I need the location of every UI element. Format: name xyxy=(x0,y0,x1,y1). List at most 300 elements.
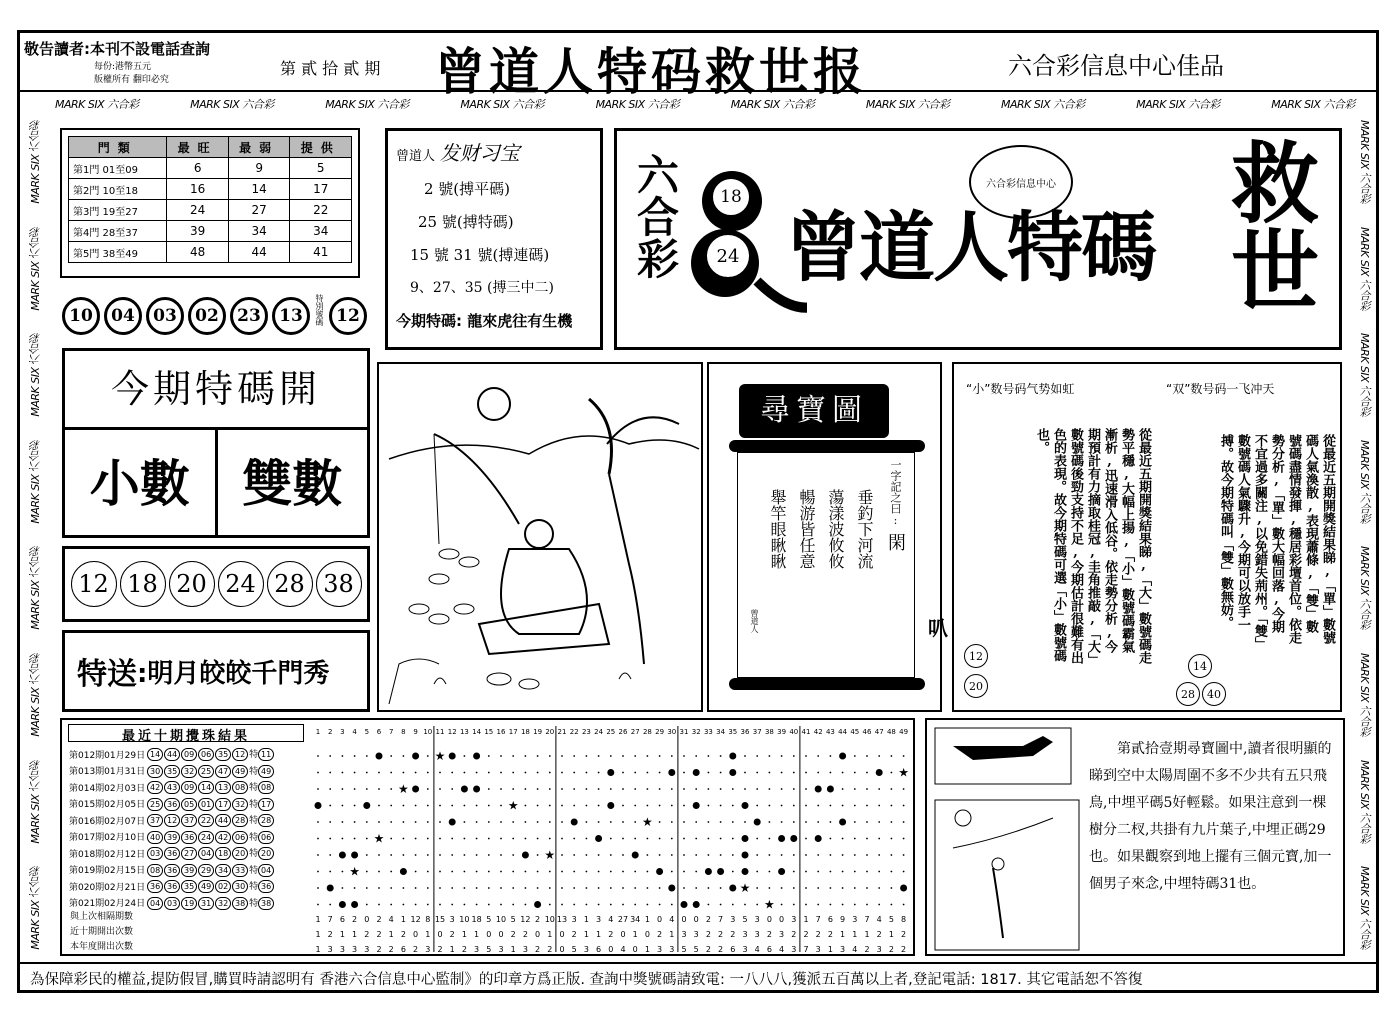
grid-dot xyxy=(549,788,551,790)
grid-dot xyxy=(342,838,344,840)
door-cell: 24 xyxy=(167,200,229,221)
grid-number-header: 47 xyxy=(874,728,884,736)
stat-value: 2 xyxy=(535,915,541,924)
stat-value: 1 xyxy=(644,915,650,924)
stat-value: 2 xyxy=(376,945,382,954)
stat-value: 5 xyxy=(486,945,492,954)
result-ball: 03 xyxy=(147,847,163,860)
marksix-logo: MARK SIX 六合彩 xyxy=(29,546,42,631)
grid-dot xyxy=(830,887,832,889)
grid-dot xyxy=(488,887,490,889)
grid-number-header: 41 xyxy=(801,728,811,736)
result-ball: 02 xyxy=(215,880,231,893)
door-label: 第3門 19至27 xyxy=(69,200,167,221)
grid-dot xyxy=(390,805,392,807)
grid-dot xyxy=(427,887,429,889)
grid-dot xyxy=(634,887,636,889)
grid-dot xyxy=(891,887,893,889)
stat-value: 5 xyxy=(681,945,687,954)
result-ball: 36 xyxy=(164,847,180,860)
grid-dot xyxy=(329,755,331,757)
result-ball: 25 xyxy=(147,798,163,811)
grid-dot xyxy=(500,805,502,807)
grid-dot xyxy=(842,871,844,873)
stat-value: 2 xyxy=(547,945,553,954)
grid-dot xyxy=(878,871,880,873)
grid-dot xyxy=(427,788,429,790)
grid-hit-dot xyxy=(815,835,822,842)
stat-value: 0 xyxy=(620,930,626,939)
result-row xyxy=(68,796,276,813)
grid-dot xyxy=(854,755,856,757)
result-ball: 39 xyxy=(181,864,197,877)
analysis-head-left: “小”数号码气势如虹 xyxy=(966,382,1075,396)
grid-hit-dot xyxy=(729,885,736,892)
lucky-balls-row xyxy=(62,292,380,340)
marksix-logo: MARK SIX 六合彩 xyxy=(595,98,680,111)
stat-value: 10 xyxy=(459,915,470,924)
grid-hit-dot xyxy=(681,901,688,908)
marksix-logo: MARK SIX 六合彩 xyxy=(29,333,42,417)
grid-dot xyxy=(488,772,490,774)
grid-dot xyxy=(683,838,685,840)
grid-dot xyxy=(451,788,453,790)
grid-dot xyxy=(342,871,344,873)
grid-dot xyxy=(854,887,856,889)
stat-value: 5 xyxy=(571,945,577,954)
result-ball: 29 xyxy=(198,864,214,877)
grid-dot xyxy=(342,755,344,757)
grid-dot xyxy=(500,887,502,889)
stat-value: 3 xyxy=(681,930,687,939)
grid-dot xyxy=(317,904,319,906)
grid-dot xyxy=(732,821,734,823)
analysis-ball: 20 xyxy=(964,674,988,698)
grid-dot xyxy=(793,772,795,774)
stat-value: 4 xyxy=(779,945,785,954)
grid-dot xyxy=(671,821,673,823)
grid-hit-dot xyxy=(754,819,761,826)
grid-dot xyxy=(451,854,453,856)
grid-dot xyxy=(390,838,392,840)
grid-dot xyxy=(732,805,734,807)
marksix-logo: MARK SIX 六合彩 xyxy=(1358,120,1371,204)
grid-hit-dot xyxy=(778,868,785,875)
last-issue-box xyxy=(925,718,1345,956)
analysis-ball: 14 xyxy=(1188,654,1212,678)
grid-dot xyxy=(671,871,673,873)
stat-value: 0 xyxy=(779,915,785,924)
grid-dot xyxy=(622,871,624,873)
grid-dot xyxy=(378,904,380,906)
grid-dot xyxy=(500,838,502,840)
grid-dot xyxy=(708,788,710,790)
stat-value: 2 xyxy=(571,930,577,939)
grid-dot xyxy=(512,854,514,856)
grid-dot xyxy=(317,755,319,757)
stat-value: 7 xyxy=(815,915,821,924)
result-date: 第020期02月21日 xyxy=(69,882,146,893)
marksix-logo: MARK SIX 六合彩 xyxy=(1358,226,1371,311)
stat-value: 1 xyxy=(339,930,345,939)
grid-dot xyxy=(512,871,514,873)
grid-dot xyxy=(378,854,380,856)
grid-dot xyxy=(573,887,575,889)
grid-dot xyxy=(671,805,673,807)
marksix-logo: MARK SIX 六合彩 xyxy=(1358,546,1371,631)
grid-dot xyxy=(525,871,527,873)
result-date: 第015期02月05日 xyxy=(69,800,146,811)
stat-value: 12 xyxy=(410,915,421,924)
grid-dot xyxy=(622,854,624,856)
grid-dot xyxy=(708,805,710,807)
grid-hit-dot xyxy=(668,885,675,892)
grid-dot xyxy=(488,854,490,856)
grid-dot xyxy=(537,871,539,873)
grid-dot xyxy=(817,904,819,906)
results-table xyxy=(68,746,276,911)
grid-dot xyxy=(525,772,527,774)
grid-dot xyxy=(439,821,441,823)
stat-value: 1 xyxy=(852,930,858,939)
result-ball: 32 xyxy=(181,765,197,778)
grid-dot xyxy=(891,805,893,807)
door-table-box xyxy=(60,128,360,278)
result-ball: 36 xyxy=(147,880,163,893)
stat-value: 3 xyxy=(352,945,358,954)
stat-value: 7 xyxy=(803,945,809,954)
grid-hit-dot xyxy=(315,802,322,809)
result-ball: 25 xyxy=(198,765,214,778)
grid-dot xyxy=(342,887,344,889)
result-date: 第013期01月31日 xyxy=(69,767,146,778)
marksix-logo: MARK SIX 六合彩 xyxy=(1358,439,1371,524)
grid-dot xyxy=(488,805,490,807)
grid-dot xyxy=(537,854,539,856)
grid-special-star: ★ xyxy=(739,881,751,895)
stat-value: 3 xyxy=(339,945,345,954)
door-cell: 17 xyxy=(290,179,352,200)
door-label: 第5門 38至49 xyxy=(69,242,167,263)
open-heading: 今期特碼開 xyxy=(65,351,367,430)
door-header: 提供 xyxy=(290,137,352,158)
grid-dot xyxy=(476,854,478,856)
result-date: 第017期02月10日 xyxy=(69,833,146,844)
result-ball: 40 xyxy=(147,831,163,844)
grid-dot xyxy=(793,887,795,889)
stat-value: 1 xyxy=(388,930,394,939)
result-balls xyxy=(146,829,276,846)
grid-dot xyxy=(561,821,563,823)
stat-value: 0 xyxy=(498,930,504,939)
grid-number-header: 46 xyxy=(862,728,872,736)
stat-value: 3 xyxy=(327,945,333,954)
grid-dot xyxy=(427,821,429,823)
grid-dot xyxy=(854,788,856,790)
grid-dot xyxy=(708,904,710,906)
stat-value: 1 xyxy=(583,930,589,939)
stat-value: 9 xyxy=(840,915,846,924)
grid-dot xyxy=(769,755,771,757)
grid-dot xyxy=(805,772,807,774)
scroll-line: 垂釣下河流 xyxy=(855,489,874,569)
grid-dot xyxy=(805,805,807,807)
grid-dot xyxy=(866,854,868,856)
stat-value: 6 xyxy=(400,945,406,954)
analysis-left-text: 從最近五期開獎結果睇,「大」數號碼走勢平穩,大幅上揚,「小」數號碼霸氣漸析,迅速滑入低谷。依走勢分析,今期預計有力摘取桂冠,圭角推敲,「大」數號碼後勁支持不足,今期估計很難有出色的表現。故今期特碼可選「小」數號碼也。 xyxy=(1034,428,1151,664)
grid-dot xyxy=(878,904,880,906)
grid-dot xyxy=(378,821,380,823)
grid-dot xyxy=(586,788,588,790)
grid-dot xyxy=(573,788,575,790)
last-issue-illustration-icon xyxy=(933,798,1081,952)
grid-hit-dot xyxy=(571,819,578,826)
grid-dot xyxy=(891,772,893,774)
grid-dot xyxy=(378,772,380,774)
grid-dot xyxy=(610,755,612,757)
grid-dot xyxy=(647,755,649,757)
grid-dot xyxy=(476,805,478,807)
result-ball: 35 xyxy=(215,748,231,761)
logo-side-text: 六合彩 xyxy=(631,153,680,279)
grid-hit-dot xyxy=(656,868,663,875)
stat-value: 1 xyxy=(827,945,833,954)
stat-value: 2 xyxy=(718,930,724,939)
grid-dot xyxy=(549,904,551,906)
stat-value: 3 xyxy=(815,945,821,954)
grid-dot xyxy=(903,805,905,807)
result-ball: 43 xyxy=(164,781,180,794)
grid-dot xyxy=(622,821,624,823)
grid-number-header: 35 xyxy=(728,728,738,736)
grid-dot xyxy=(805,904,807,906)
stat-value: 3 xyxy=(791,915,797,924)
grid-dot xyxy=(817,821,819,823)
marksix-logo: MARK SIX 六合彩 xyxy=(29,866,42,950)
stat-value: 5 xyxy=(510,915,516,924)
last-issue-text: 第貳拾壹期尋寶圖中,讀者很明顯的睇到空中太陽周圍不多不少共有五只飛鳥,中埋平碼5好輕鬆。如果注意到一棵樹分二杈,共掛有九片葉子,中埋正碼29也。如果觀察到地上擺有三個元寶,加一個男子來念,中埋特碼31也。 xyxy=(1089,741,1332,892)
grid-dot xyxy=(512,838,514,840)
stat-value: 3 xyxy=(522,945,528,954)
grid-dot xyxy=(464,871,466,873)
result-special-ball: 38 xyxy=(258,897,274,910)
grid-dot xyxy=(793,854,795,856)
grid-dot xyxy=(464,821,466,823)
grid-dot xyxy=(329,805,331,807)
stat-value: 13 xyxy=(556,915,568,924)
grid-dot xyxy=(866,755,868,757)
stat-value: 4 xyxy=(388,915,394,924)
grid-dot xyxy=(769,854,771,856)
grid-dot xyxy=(708,887,710,889)
grid-dot xyxy=(342,821,344,823)
grid-number-header: 25 xyxy=(606,728,616,736)
special-marker: 特 xyxy=(249,783,259,794)
grid-dot xyxy=(476,904,478,906)
grid-dot xyxy=(561,755,563,757)
grid-dot xyxy=(561,788,563,790)
grid-dot xyxy=(744,788,746,790)
grid-dot xyxy=(317,887,319,889)
grid-dot xyxy=(781,887,783,889)
logo-main-text: 曾道人特碼 xyxy=(785,203,1155,292)
stat-value: 2 xyxy=(718,945,724,954)
grid-dot xyxy=(427,838,429,840)
grid-dot xyxy=(830,838,832,840)
grid-dot xyxy=(537,838,539,840)
result-ball: 38 xyxy=(232,897,248,910)
grid-dot xyxy=(683,772,685,774)
grid-dot xyxy=(781,788,783,790)
result-balls xyxy=(146,746,276,763)
stat-value: 3 xyxy=(791,945,797,954)
stat-value: 3 xyxy=(596,915,602,924)
grid-dot xyxy=(549,887,551,889)
grid-dot xyxy=(476,887,478,889)
grid-dot xyxy=(830,772,832,774)
marksix-logo: MARK SIX 六合彩 xyxy=(1271,98,1355,111)
stat-value: 2 xyxy=(400,930,406,939)
grid-dot xyxy=(732,838,734,840)
gift-label: 特送 xyxy=(77,657,137,692)
grid-dot xyxy=(329,772,331,774)
grid-dot xyxy=(659,904,661,906)
stat-value: 2 xyxy=(901,945,907,954)
door-cell: 6 xyxy=(167,158,229,179)
grid-dot xyxy=(366,821,368,823)
grid-number-header: 48 xyxy=(886,728,896,736)
grid-dot xyxy=(781,805,783,807)
grid-number-header: 42 xyxy=(813,728,823,736)
grid-dot xyxy=(695,838,697,840)
grid-dot xyxy=(756,887,758,889)
scroll-sign: 曾道人 xyxy=(750,609,759,633)
grid-number-header: 4 xyxy=(352,728,357,736)
grid-dot xyxy=(793,788,795,790)
result-balls xyxy=(146,812,276,829)
grid-dot xyxy=(708,821,710,823)
analysis-mark: 叭 xyxy=(928,616,948,640)
grid-dot xyxy=(573,805,575,807)
grid-dot xyxy=(366,871,368,873)
grid-number-header: 39 xyxy=(777,728,787,736)
grid-dot xyxy=(793,904,795,906)
grid-number-header: 23 xyxy=(581,728,591,736)
grid-dot xyxy=(329,788,331,790)
stat-value: 0 xyxy=(559,930,565,939)
stat-value: 3 xyxy=(583,945,589,954)
grid-dot xyxy=(512,788,514,790)
grid-hit-dot xyxy=(632,852,639,859)
grid-hit-dot xyxy=(363,802,370,809)
stat-value: 3 xyxy=(498,945,504,954)
logo-ball: 24 xyxy=(705,233,751,279)
grid-number-header: 22 xyxy=(569,728,579,736)
grid-dot xyxy=(866,887,868,889)
result-ball: 27 xyxy=(181,847,197,860)
stat-value: 2 xyxy=(864,945,870,954)
door-cell: 14 xyxy=(228,179,290,200)
stat-value: 2 xyxy=(388,945,394,954)
stat-value: 2 xyxy=(730,930,736,939)
grid-number-header: 38 xyxy=(764,728,774,736)
result-ball: 08 xyxy=(147,864,163,877)
result-ball: 14 xyxy=(147,748,163,761)
marksix-logo: MARK SIX 六合彩 xyxy=(730,98,815,111)
grid-dot xyxy=(549,821,551,823)
grid-dot xyxy=(610,871,612,873)
grid-dot xyxy=(561,871,563,873)
grid-dot xyxy=(586,854,588,856)
grid-dot xyxy=(451,805,453,807)
grid-dot xyxy=(903,838,905,840)
stat-value: 3 xyxy=(693,930,699,939)
door-cell: 34 xyxy=(290,221,352,242)
grid-dot xyxy=(317,838,319,840)
result-ball: 34 xyxy=(215,864,231,877)
grid-dot xyxy=(866,788,868,790)
stat-value: 1 xyxy=(644,945,650,954)
grid-dot xyxy=(817,805,819,807)
analysis-right-text: 從最近五期開獎結果睇,「單」數號碼人氣渙散,表現蕭條,「雙」數號碼盡情發揮,穩居彩壇首位。依走勢分析,「單」數大幅回落,今期不宜過多關注,以免錯失荊州。「雙」數號碼人氣驟升,今期可以放手一搏。故今期特碼叫「雙」數無妨。 xyxy=(1218,434,1335,644)
grid-dot xyxy=(561,904,563,906)
grid-dot xyxy=(769,772,771,774)
results-rows xyxy=(68,746,276,911)
result-row xyxy=(68,878,276,895)
grid-dot xyxy=(378,788,380,790)
grid-hit-dot xyxy=(815,786,822,793)
stat-value: 2 xyxy=(888,945,894,954)
main-title: 曾道人特码救世报 xyxy=(435,42,867,101)
grid-dot xyxy=(549,838,551,840)
door-cell: 27 xyxy=(228,200,290,221)
grid-dot xyxy=(488,821,490,823)
stat-value: 1 xyxy=(315,930,321,939)
grid-dot xyxy=(805,887,807,889)
stat-value: 3 xyxy=(571,915,577,924)
grid-dot xyxy=(695,854,697,856)
fortune-title-row xyxy=(396,137,592,173)
grid-number-header: 27 xyxy=(630,728,640,736)
result-ball: 35 xyxy=(181,880,197,893)
grid-dot xyxy=(561,772,563,774)
grid-number-header: 32 xyxy=(691,728,701,736)
grid-dot xyxy=(464,755,466,757)
marksix-logo: MARK SIX 六合彩 xyxy=(29,759,42,844)
grid-number-header: 17 xyxy=(508,728,518,736)
grid-dot xyxy=(598,805,600,807)
grid-dot xyxy=(622,805,624,807)
grid-dot xyxy=(732,904,734,906)
grid-number-header: 43 xyxy=(825,728,835,736)
grid-dot xyxy=(464,887,466,889)
grid-dot xyxy=(500,871,502,873)
grid-dot xyxy=(781,904,783,906)
grid-dot xyxy=(329,871,331,873)
grid-dot xyxy=(769,887,771,889)
result-special-ball: 06 xyxy=(258,831,274,844)
result-date: 第018期02月12日 xyxy=(69,849,146,860)
grid-number-header: 19 xyxy=(533,728,543,736)
stat-value: 2 xyxy=(510,930,516,939)
lucky-ball: 23 xyxy=(230,297,268,335)
grid-dot xyxy=(634,772,636,774)
grid-hit-dot xyxy=(705,868,712,875)
grid-dot xyxy=(390,755,392,757)
header-rule xyxy=(20,90,1376,92)
grid-dot xyxy=(769,805,771,807)
grid-dot xyxy=(451,871,453,873)
